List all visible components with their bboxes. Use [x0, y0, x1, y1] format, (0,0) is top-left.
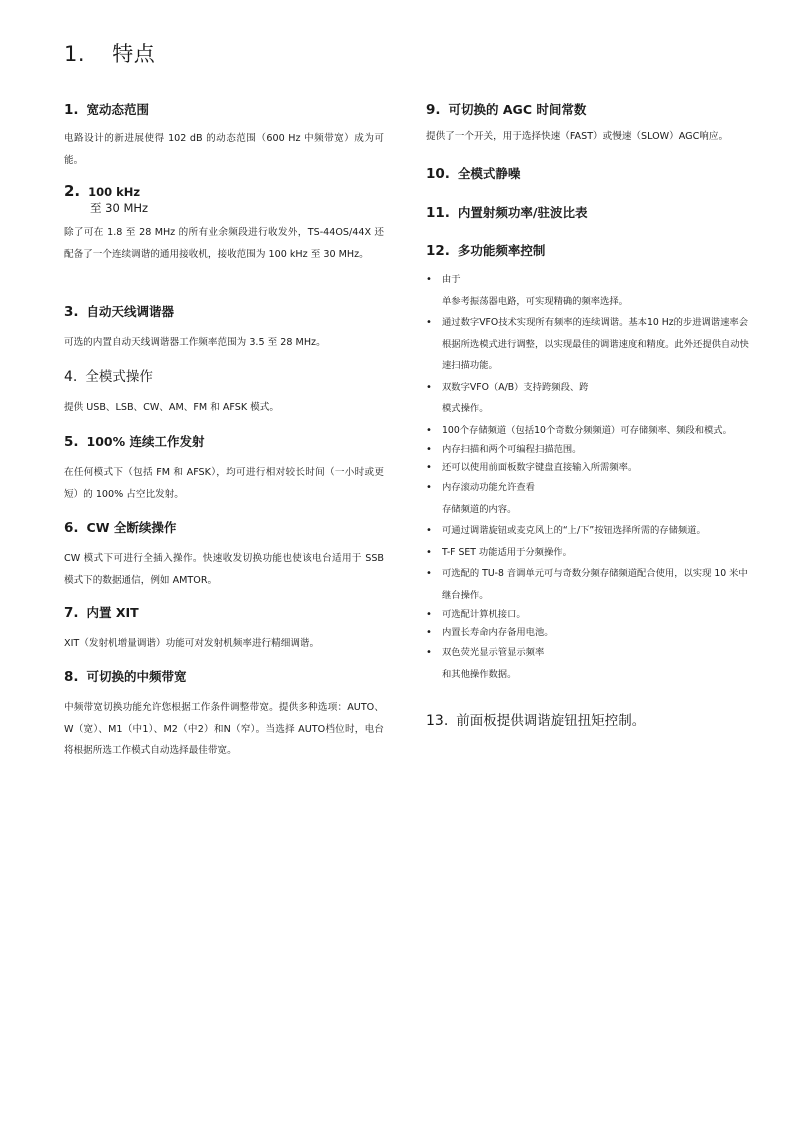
page-title	[64, 38, 155, 68]
section-body: 除了可在 1.8 至 28 MHz 的所有业余频段进行收发外，TS-44OS/44X 还配备了一个连续调谐的通用接收机，接收范围为 100 kHz 至 30 MHz。	[64, 227, 384, 260]
section-body: 电路设计的新进展使得 102 dB 的动态范围（600 Hz 中频带宽）成为可能。	[64, 133, 384, 166]
section-heading: 2. 100 kHz	[64, 182, 141, 200]
section-heading: 11. 内置射频功率/驻波比表	[426, 205, 588, 221]
section-heading: 3. 自动天线调谐器	[64, 304, 175, 320]
section-3	[64, 304, 384, 354]
list-item: • 还可以使用前面板数字键盘直接输入所需频率。	[426, 459, 756, 477]
section-heading: 12. 多功能频率控制	[426, 243, 546, 259]
list-item: • 100个存储频道（包括10个奇数分频频道）可存储频率、频段和模式。	[426, 420, 756, 442]
section-2	[64, 183, 384, 265]
section-heading: 13. 前面板提供调谐旋钮扭矩控制。	[426, 713, 646, 729]
section-body: 中频带宽切换功能允许您根据工作条件调整带宽。提供多种选项：AUTO、W（宽）、M1（中1）、M2（中2）和N（窄）。当选择 AUTO档位时，电台将根据所选工作模式自动选择最佳带宽。	[64, 702, 384, 756]
list-item: • 双色荧光显示管显示频率 和其他操作数据。	[426, 642, 756, 685]
section-body: XIT（发射机增量调谐）功能可对发射机频率进行精细调谐。	[64, 638, 320, 649]
list-item: • 由于 单参考振荡器电路，可实现精确的频率选择。	[426, 269, 756, 312]
list-item: • 可选配的 TU-8 音调单元可与奇数分频存储频道配合使用，以实现 10 米中继台操作。	[426, 563, 756, 606]
list-item: • 可通过调谐旋钮或麦克风上的“上/下”按钮选择所需的存储频道。	[426, 520, 756, 542]
section-8	[64, 669, 384, 762]
section-heading: 1. 宽动态范围	[64, 102, 150, 118]
section-heading: 7. 内置 XIT	[64, 605, 139, 621]
list-item: • 可选配计算机接口。	[426, 606, 756, 624]
section-body: 提供 USB、LSB、CW、AM、FM 和 AFSK 模式。	[64, 402, 279, 413]
section-subtitle: 至 30 MHz	[90, 201, 149, 215]
list-item: • 内置长寿命内存备用电池。	[426, 624, 756, 642]
section-body: 提供了一个开关，用于选择快速（FAST）或慢速（SLOW）AGC响应。	[426, 131, 729, 142]
section-body: CW 模式下可进行全插入操作。快速收发切换功能也使该电台适用于 SSB 模式下的数据通信，例如 AMTOR。	[64, 553, 384, 586]
section-heading: 8. 可切换的中频带宽	[64, 669, 187, 685]
section-heading: 10. 全模式静噪	[426, 166, 521, 182]
list-item: • 通过数字VFO技术实现所有频率的连续调谐。基本10 Hz的步进调谐速率会根据所选模式进行调整，以实现最佳的调谐速度和精度。此外还提供自动快速扫描功能。	[426, 312, 756, 377]
section-10	[426, 166, 520, 182]
section-heading: 5. 100% 连续工作发射	[64, 434, 205, 450]
section-6	[64, 520, 384, 591]
section-body: 可选的内置自动天线调谐器工作频率范围为 3.5 至 28 MHz。	[64, 337, 326, 348]
section-12	[426, 243, 756, 685]
section-heading: 9. 可切换的 AGC 时间常数	[426, 102, 587, 118]
list-item: • 内存扫描和两个可编程扫描范围。	[426, 441, 756, 459]
section-13	[426, 713, 645, 729]
section-4	[64, 369, 384, 419]
feature-list	[426, 269, 756, 685]
section-body: 在任何模式下（包括 FM 和 AFSK），均可进行相对较长时间（一小时或更短）的 100% 占空比发射。	[64, 467, 384, 500]
section-5	[64, 434, 384, 505]
list-item: • 内存滚动功能允许查看 存储频道的内容。	[426, 477, 756, 520]
section-heading: 4. 全模式操作	[64, 369, 153, 385]
page-title-text: 特点	[112, 42, 156, 66]
section-11	[426, 205, 588, 221]
section-1	[64, 102, 384, 171]
page-title-number: 1.	[64, 42, 86, 66]
list-item: • 双数字VFO（A/B）支持跨频段、跨 模式操作。	[426, 377, 756, 420]
list-item: • T-F SET 功能适用于分频操作。	[426, 542, 756, 564]
section-9	[426, 102, 761, 148]
section-7	[64, 605, 384, 655]
section-heading: 6. CW 全断续操作	[64, 520, 177, 536]
